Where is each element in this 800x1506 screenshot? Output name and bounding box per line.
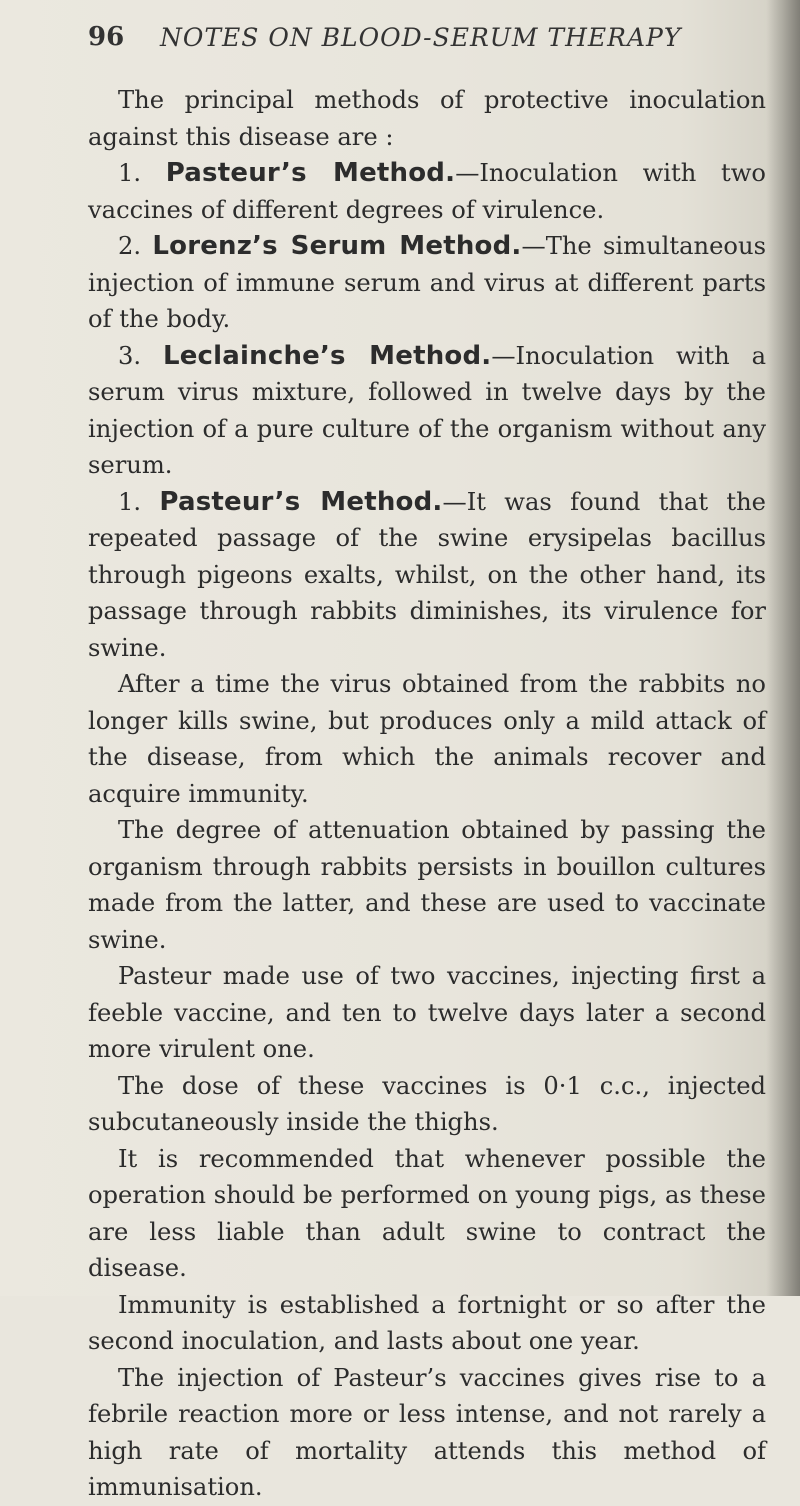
paragraph bbox=[88, 228, 766, 338]
paragraph-text: The degree of attenuation obtained by passing the organism through rabbits persists in bouillon cultures made from the latter, and these are used to vaccinate swine. bbox=[88, 816, 766, 954]
paragraph-text: —Inoculation with two vaccines of different degrees of virulence. bbox=[88, 159, 766, 224]
paragraph bbox=[88, 338, 766, 484]
method-heading: Pasteur’s Method. bbox=[159, 486, 443, 517]
paragraph-text: The principal methods of protective inoculation against this disease are : bbox=[88, 86, 766, 151]
page-edge-shadow bbox=[766, 0, 800, 1296]
list-number: 1. bbox=[118, 487, 160, 516]
paragraph bbox=[88, 812, 766, 958]
paragraph-text: After a time the virus obtained from the rabbits no longer kills swine, but produces only a mild attack of the disease, from which the animals recover and acquire immunity. bbox=[88, 670, 766, 808]
paragraph bbox=[88, 1287, 766, 1360]
paragraph-text: Pasteur made use of two vaccines, injecting first a feeble vaccine, and ten to twelve days later a second more virulent one. bbox=[88, 962, 766, 1063]
paragraph bbox=[88, 484, 766, 667]
list-number: 2. bbox=[118, 232, 153, 260]
paragraph bbox=[88, 1068, 766, 1141]
paragraph-text: The injection of Pasteur’s vaccines gives rise to a febrile reaction more or less intense, and not rarely a high rate of mortality attends this method of immunisation. bbox=[88, 1363, 766, 1501]
list-number: 1. bbox=[118, 159, 166, 187]
method-heading: Lorenz’s Serum Method. bbox=[152, 231, 522, 261]
paragraph-text: It is recommended that whenever possible the operation should be performed on young pigs, as these are less liable than adult swine to contract the disease. bbox=[88, 1144, 766, 1282]
paragraph-text: —It was found that the repeated passage of the swine erysipelas bacillus through pigeons exalts, whilst, on the other hand, its passage through rabbits diminishes, its virulence for swine. bbox=[88, 487, 766, 662]
paragraph bbox=[88, 958, 766, 1068]
paragraph-text: —The simultaneous injection of immune serum and virus at different parts of the body. bbox=[88, 232, 766, 333]
paragraph-text: The dose of these vaccines is 0·1 c.c., injected subcutaneously inside the thighs. bbox=[88, 1071, 766, 1136]
paragraph bbox=[88, 82, 766, 155]
page-number: 96 bbox=[88, 22, 125, 52]
method-heading: Leclainche’s Method. bbox=[162, 340, 492, 371]
list-number: 3. bbox=[118, 341, 163, 370]
paragraph bbox=[88, 1360, 766, 1506]
method-heading: Pasteur’s Method. bbox=[165, 158, 456, 188]
running-title: NOTES ON BLOOD-SERUM THERAPY bbox=[160, 23, 682, 52]
paragraph bbox=[88, 1141, 766, 1287]
paragraph-text: Immunity is established a fortnight or so after the second inoculation, and lasts about one year. bbox=[88, 1290, 766, 1355]
body-text bbox=[88, 82, 766, 1506]
page-header bbox=[88, 22, 768, 56]
paragraph bbox=[88, 155, 766, 228]
paragraph bbox=[88, 666, 766, 812]
paragraph-text: —Inoculation with a serum virus mixture, followed in twelve days by the injection of a pure culture of the organism without any serum. bbox=[88, 341, 766, 479]
